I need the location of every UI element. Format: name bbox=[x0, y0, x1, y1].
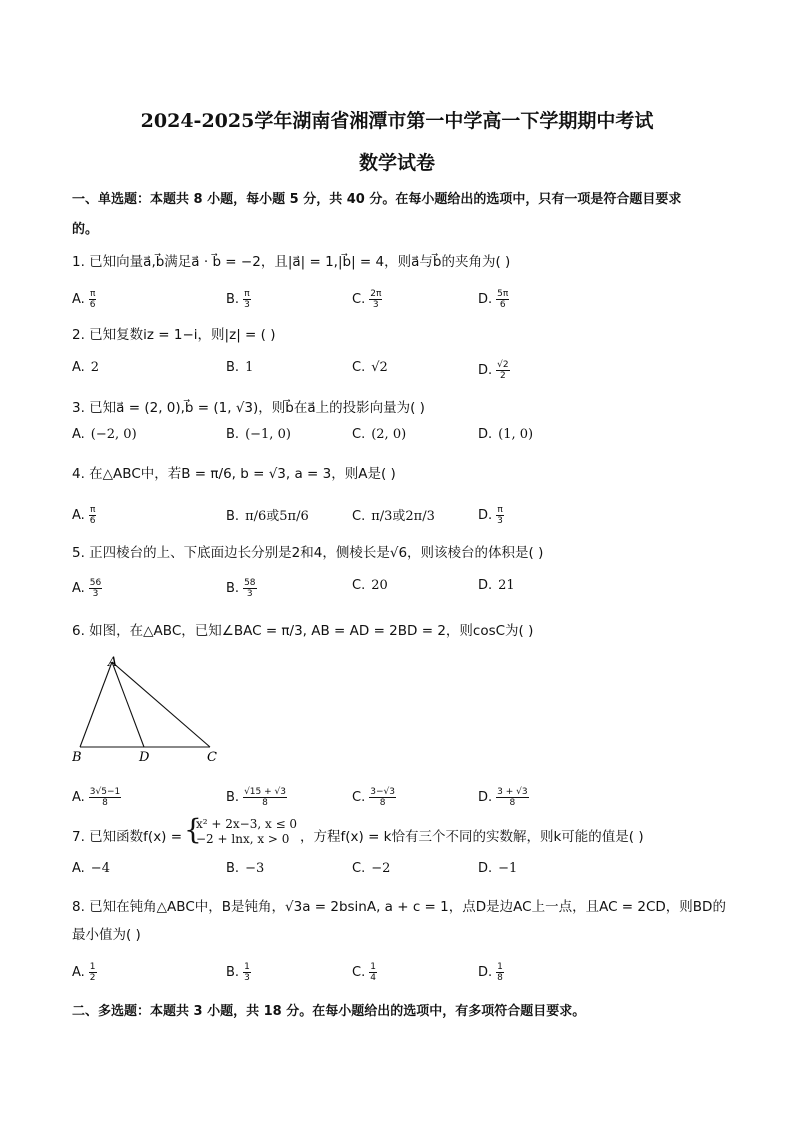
question-6-option-a bbox=[72, 787, 121, 808]
fraction-denominator: 8 bbox=[102, 798, 108, 808]
question-2-option-c bbox=[352, 360, 388, 375]
option-value: 1 bbox=[245, 360, 254, 375]
fraction-denominator: 3 bbox=[244, 973, 250, 983]
option-value: (2, 0) bbox=[371, 427, 407, 442]
fraction bbox=[496, 360, 509, 381]
question-3-option-b bbox=[226, 427, 291, 442]
option-letter: D. bbox=[478, 363, 493, 378]
option-letter: A. bbox=[72, 965, 85, 980]
fraction bbox=[89, 578, 102, 599]
segment-ad bbox=[112, 662, 144, 747]
fraction-denominator: 8 bbox=[379, 798, 386, 808]
option-value: 21 bbox=[498, 578, 515, 593]
question-1-option-b bbox=[226, 289, 251, 310]
question-2-option-d bbox=[478, 360, 510, 381]
option-letter: A. bbox=[72, 861, 85, 876]
question-8-option-d bbox=[478, 962, 504, 983]
question-7-option-d bbox=[478, 861, 517, 876]
fraction bbox=[369, 289, 382, 310]
fraction-numerator: 1 bbox=[244, 962, 250, 972]
fraction-numerator: π bbox=[497, 505, 503, 515]
fraction-numerator: √15 + √3 bbox=[244, 787, 286, 797]
option-letter: A. bbox=[72, 790, 85, 805]
fraction-numerator: 1 bbox=[89, 962, 96, 972]
question-3-option-d bbox=[478, 427, 533, 442]
question-1-option-c bbox=[352, 289, 382, 310]
question-6-option-b bbox=[226, 787, 287, 808]
label-a: A bbox=[108, 655, 118, 670]
page-subtitle: 数学试卷 bbox=[358, 152, 435, 174]
fraction-denominator: 6 bbox=[89, 300, 96, 310]
option-letter: C. bbox=[352, 861, 366, 876]
question-5-option-d bbox=[478, 578, 515, 593]
fraction-denominator: 8 bbox=[497, 973, 503, 983]
fraction bbox=[496, 505, 504, 526]
fraction-numerator: 3 + √3 bbox=[497, 787, 528, 797]
option-letter: B. bbox=[226, 790, 240, 805]
option-letter: C. bbox=[352, 965, 366, 980]
fraction bbox=[243, 787, 287, 808]
fraction bbox=[243, 962, 251, 983]
question-8-option-b bbox=[226, 962, 251, 983]
fraction-numerator: 1 bbox=[497, 962, 503, 972]
fraction-numerator: π bbox=[244, 289, 250, 299]
label-d: D bbox=[139, 750, 150, 765]
fraction-denominator: 8 bbox=[509, 798, 516, 808]
option-letter: D. bbox=[478, 965, 493, 980]
fraction-denominator: 4 bbox=[370, 973, 376, 983]
section-1-heading: 一、单选题：本题共 8 小题，每小题 5 分，共 40 分。在每小题给出的选项中，只有一项是符合题目要求 bbox=[72, 192, 682, 207]
option-value: −3 bbox=[245, 861, 265, 876]
option-letter: C. bbox=[352, 292, 366, 307]
question-4-option-c bbox=[352, 505, 435, 524]
question-7-stem-prefix: 7. 已知函数f(x) = bbox=[72, 829, 183, 845]
fraction-denominator: 8 bbox=[262, 798, 268, 808]
page-title: 2024-2025学年湖南省湘潭市第一中学高一下学期期中考试 bbox=[140, 110, 654, 132]
option-value: (1, 0) bbox=[498, 427, 534, 442]
fraction-denominator: 3 bbox=[372, 300, 379, 310]
question-2-option-b bbox=[226, 360, 253, 375]
triangle-figure bbox=[72, 652, 232, 767]
option-letter: D. bbox=[478, 861, 493, 876]
question-5-option-b bbox=[226, 578, 257, 599]
option-letter: D. bbox=[478, 292, 493, 307]
fraction-denominator: 3 bbox=[497, 516, 503, 526]
option-value: 20 bbox=[371, 578, 388, 593]
fraction bbox=[89, 962, 97, 983]
piecewise-case-2: −2 + lnx, x > 0 bbox=[196, 832, 290, 846]
question-8-option-c bbox=[352, 962, 377, 983]
question-1-option-a bbox=[72, 289, 97, 310]
option-letter: C. bbox=[352, 427, 366, 442]
piecewise-brace: { bbox=[184, 813, 202, 846]
option-letter: A. bbox=[72, 292, 85, 307]
option-letter: B. bbox=[226, 292, 240, 307]
fraction-numerator: 56 bbox=[89, 578, 102, 588]
question-7-option-b bbox=[226, 861, 264, 876]
fraction-denominator: 3 bbox=[246, 589, 253, 599]
question-3-option-c bbox=[352, 427, 406, 442]
fraction-numerator: π bbox=[89, 289, 96, 299]
fraction bbox=[369, 962, 377, 983]
question-4-option-b bbox=[226, 505, 309, 524]
question-7-option-c bbox=[352, 861, 390, 876]
option-letter: B. bbox=[226, 360, 240, 375]
question-5-option-a bbox=[72, 578, 102, 599]
fraction bbox=[89, 289, 97, 310]
question-1-stem: 1. 已知向量a⃗,b⃗满足a⃗ · b⃗ = −2，且|a⃗| = 1,|b⃗| = 4，则a⃗与b⃗的夹角为( ) bbox=[72, 254, 511, 270]
option-letter: D. bbox=[478, 790, 493, 805]
option-letter: C. bbox=[352, 790, 366, 805]
piecewise-case-1: x² + 2x−3, x ≤ 0 bbox=[196, 817, 298, 831]
option-letter: B. bbox=[226, 965, 240, 980]
fraction bbox=[496, 289, 509, 310]
question-8-stem-cont: 最小值为( ) bbox=[72, 927, 141, 943]
question-8-option-a bbox=[72, 962, 97, 983]
option-letter: A. bbox=[72, 360, 85, 375]
fraction bbox=[89, 505, 97, 526]
option-letter: B. bbox=[226, 861, 240, 876]
option-letter: B. bbox=[226, 509, 240, 524]
question-7-stem-suffix: ，方程f(x) = k恰有三个不同的实数解，则k可能的值是( ) bbox=[300, 829, 644, 845]
fraction-numerator: √2 bbox=[497, 360, 509, 370]
question-6-option-d bbox=[478, 787, 529, 808]
option-letter: C. bbox=[352, 578, 366, 593]
option-value: −2 bbox=[371, 861, 391, 876]
fraction bbox=[496, 787, 528, 808]
option-letter: D. bbox=[478, 427, 493, 442]
option-value: 2 bbox=[90, 360, 100, 375]
option-value: (−1, 0) bbox=[245, 427, 291, 442]
question-4-stem: 4. 在△ABC中，若B = π/6, b = √3, a = 3，则A是( ) bbox=[72, 466, 396, 482]
option-letter: D. bbox=[478, 578, 493, 593]
fraction-numerator: 1 bbox=[370, 962, 376, 972]
option-letter: D. bbox=[478, 508, 493, 523]
section-1-heading-cont: 的。 bbox=[72, 222, 99, 237]
option-letter: B. bbox=[226, 427, 240, 442]
fraction-denominator: 2 bbox=[89, 973, 96, 983]
question-3-option-a bbox=[72, 427, 137, 442]
fraction-numerator: 2π bbox=[370, 289, 382, 299]
option-letter: C. bbox=[352, 360, 366, 375]
question-8-stem: 8. 已知在钝角△ABC中，B是钝角，√3a = 2bsinA, a + c = 1，点D是边AC上一点，且AC = 2CD，则BD的 bbox=[72, 899, 726, 915]
fraction-denominator: 2 bbox=[500, 371, 506, 381]
fraction bbox=[243, 578, 256, 599]
option-letter: C. bbox=[352, 509, 366, 524]
question-5-option-c bbox=[352, 578, 388, 593]
fraction-denominator: 3 bbox=[92, 589, 99, 599]
fraction-numerator: 3√5−1 bbox=[89, 787, 121, 797]
fraction bbox=[496, 962, 504, 983]
option-value: π/3或2π/3 bbox=[371, 509, 435, 524]
option-value: π/6或5π/6 bbox=[245, 509, 309, 524]
label-b: B bbox=[72, 750, 82, 765]
fraction bbox=[369, 787, 396, 808]
option-letter: A. bbox=[72, 508, 85, 523]
option-letter: A. bbox=[72, 427, 85, 442]
side-ab bbox=[80, 662, 112, 747]
question-1-option-d bbox=[478, 289, 509, 310]
question-5-stem: 5. 正四棱台的上、下底面边长分别是2和4，侧棱长是√6，则该棱台的体积是( ) bbox=[72, 545, 544, 561]
question-2-stem: 2. 已知复数iz = 1−i，则|z| = ( ) bbox=[72, 327, 276, 343]
fraction-numerator: π bbox=[89, 505, 96, 515]
fraction-denominator: 3 bbox=[244, 300, 250, 310]
fraction-numerator: 3−√3 bbox=[370, 787, 395, 797]
option-value: (−2, 0) bbox=[90, 427, 137, 442]
question-3-stem: 3. 已知a⃗ = (2, 0),b⃗ = (1, √3)，则b⃗在a⃗上的投影向量为( ) bbox=[72, 400, 425, 416]
question-6-option-c bbox=[352, 787, 396, 808]
fraction-numerator: 58 bbox=[244, 578, 256, 588]
question-2-option-a bbox=[72, 360, 99, 375]
fraction-numerator: 5π bbox=[497, 289, 509, 299]
fraction-denominator: 6 bbox=[499, 300, 506, 310]
option-letter: B. bbox=[226, 581, 240, 596]
option-letter: A. bbox=[72, 581, 85, 596]
question-7-option-a bbox=[72, 861, 110, 876]
side-ac bbox=[112, 662, 210, 747]
fraction bbox=[89, 787, 121, 808]
section-2-heading: 二、多选题：本题共 3 小题，共 18 分。在每小题给出的选项中，有多项符合题目要求。 bbox=[72, 1004, 586, 1019]
option-value: −4 bbox=[90, 861, 110, 876]
option-value: √2 bbox=[371, 360, 388, 375]
fraction-denominator: 6 bbox=[89, 516, 96, 526]
question-4-option-d bbox=[478, 505, 504, 526]
label-c: C bbox=[207, 750, 217, 765]
question-6-stem: 6. 如图，在△ABC，已知∠BAC = π/3, AB = AD = 2BD = 2，则cosC为( ) bbox=[72, 623, 534, 639]
option-value: −1 bbox=[498, 861, 518, 876]
question-4-option-a bbox=[72, 505, 97, 526]
fraction bbox=[243, 289, 251, 310]
